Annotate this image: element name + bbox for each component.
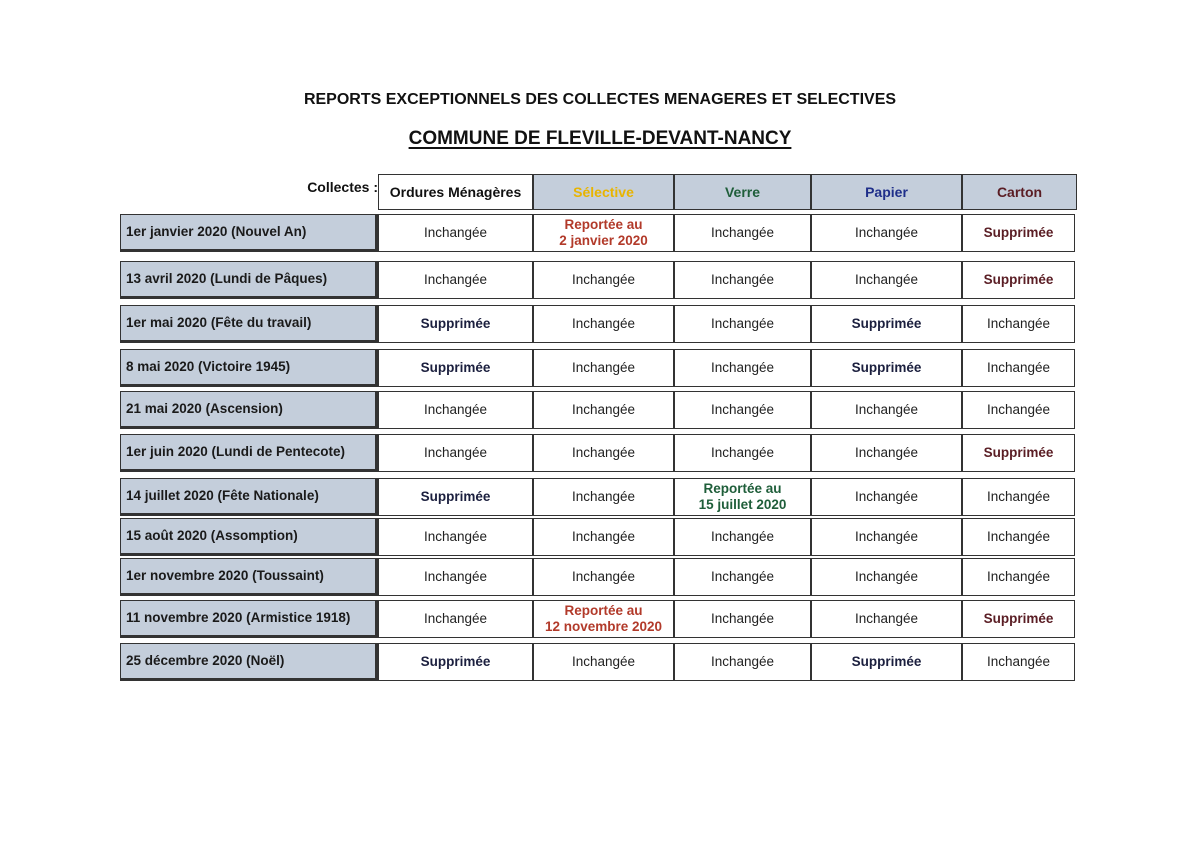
cell-papier bbox=[811, 643, 962, 681]
cell-verre bbox=[674, 305, 811, 343]
cell-ordures bbox=[378, 305, 533, 343]
status-inchangee: Inchangée bbox=[710, 360, 775, 375]
cell-papier bbox=[811, 214, 962, 252]
cell-selective bbox=[533, 643, 674, 681]
row-date-label: 25 décembre 2020 (Noël) bbox=[120, 643, 378, 681]
status-inchangee: Inchangée bbox=[986, 402, 1051, 417]
status-inchangee: Inchangée bbox=[710, 569, 775, 584]
status-supprimee: Supprimée bbox=[983, 611, 1054, 626]
row-date-label: 1er janvier 2020 (Nouvel An) bbox=[120, 214, 378, 252]
cell-papier bbox=[811, 600, 962, 638]
status-inchangee: Inchangée bbox=[854, 402, 919, 417]
cell-carton bbox=[962, 643, 1075, 681]
cell-verre bbox=[674, 643, 811, 681]
cell-verre bbox=[674, 214, 811, 252]
cell-selective bbox=[533, 600, 674, 638]
row-date-label: 1er juin 2020 (Lundi de Pentecote) bbox=[120, 434, 378, 472]
cell-ordures bbox=[378, 391, 533, 429]
cell-selective bbox=[533, 214, 674, 252]
commune-title bbox=[0, 128, 1200, 150]
status-supprimee: Supprimée bbox=[983, 225, 1054, 240]
status-supprimee: Supprimée bbox=[420, 654, 491, 669]
table-row bbox=[120, 558, 1075, 596]
status-supprimee: Supprimée bbox=[851, 360, 922, 375]
cell-verre bbox=[674, 600, 811, 638]
cell-papier bbox=[811, 434, 962, 472]
cell-carton bbox=[962, 305, 1075, 343]
row-date-label: 15 août 2020 (Assomption) bbox=[120, 518, 378, 556]
status-reportee bbox=[559, 217, 648, 249]
status-inchangee: Inchangée bbox=[854, 611, 919, 626]
cell-ordures bbox=[378, 349, 533, 387]
status-inchangee: Inchangée bbox=[710, 402, 775, 417]
status-inchangee: Inchangée bbox=[571, 402, 636, 417]
status-inchangee: Inchangée bbox=[571, 272, 636, 287]
status-supprimee: Supprimée bbox=[851, 654, 922, 669]
table-row bbox=[120, 214, 1075, 252]
status-inchangee: Inchangée bbox=[854, 272, 919, 287]
status-inchangee: Inchangée bbox=[710, 611, 775, 626]
header-selective: Sélective bbox=[533, 174, 674, 210]
status-inchangee: Inchangée bbox=[710, 316, 775, 331]
status-inchangee: Inchangée bbox=[423, 272, 488, 287]
status-inchangee: Inchangée bbox=[710, 272, 775, 287]
cell-selective bbox=[533, 349, 674, 387]
collectes-label: Collectes : bbox=[307, 179, 378, 195]
status-inchangee: Inchangée bbox=[854, 225, 919, 240]
cell-verre bbox=[674, 434, 811, 472]
status-line-2: 2 janvier 2020 bbox=[559, 233, 648, 248]
status-inchangee: Inchangée bbox=[710, 654, 775, 669]
row-date-label: 13 avril 2020 (Lundi de Pâques) bbox=[120, 261, 378, 299]
status-inchangee: Inchangée bbox=[986, 569, 1051, 584]
row-date-label: 14 juillet 2020 (Fête Nationale) bbox=[120, 478, 378, 516]
table-row bbox=[120, 434, 1075, 472]
cell-carton bbox=[962, 434, 1075, 472]
cell-selective bbox=[533, 478, 674, 516]
status-line-1: Reportée au bbox=[703, 481, 782, 496]
status-inchangee: Inchangée bbox=[571, 489, 636, 504]
table-row bbox=[120, 518, 1075, 556]
cell-ordures bbox=[378, 643, 533, 681]
status-inchangee: Inchangée bbox=[854, 569, 919, 584]
cell-ordures bbox=[378, 434, 533, 472]
cell-selective bbox=[533, 434, 674, 472]
cell-carton bbox=[962, 349, 1075, 387]
status-supprimee: Supprimée bbox=[851, 316, 922, 331]
cell-verre bbox=[674, 558, 811, 596]
row-date-label: 1er mai 2020 (Fête du travail) bbox=[120, 305, 378, 343]
status-line-1: Reportée au bbox=[564, 603, 643, 618]
status-inchangee: Inchangée bbox=[854, 489, 919, 504]
table-row bbox=[120, 478, 1075, 516]
status-inchangee: Inchangée bbox=[710, 225, 775, 240]
table-row bbox=[120, 600, 1075, 638]
status-supprimee: Supprimée bbox=[420, 489, 491, 504]
cell-carton bbox=[962, 600, 1075, 638]
table-row bbox=[120, 261, 1075, 299]
table-row bbox=[120, 305, 1075, 343]
cell-papier bbox=[811, 518, 962, 556]
cell-verre bbox=[674, 518, 811, 556]
table-row bbox=[120, 643, 1075, 681]
status-inchangee: Inchangée bbox=[986, 529, 1051, 544]
cell-ordures bbox=[378, 600, 533, 638]
status-supprimee: Supprimée bbox=[983, 272, 1054, 287]
status-inchangee: Inchangée bbox=[986, 654, 1051, 669]
document-title: REPORTS EXCEPTIONNELS DES COLLECTES MENAGERES ET SELECTIVES bbox=[303, 91, 897, 108]
cell-carton bbox=[962, 391, 1075, 429]
cell-selective bbox=[533, 558, 674, 596]
status-reportee bbox=[699, 481, 787, 513]
cell-selective bbox=[533, 391, 674, 429]
cell-papier bbox=[811, 558, 962, 596]
cell-papier bbox=[811, 478, 962, 516]
cell-carton bbox=[962, 478, 1075, 516]
status-inchangee: Inchangée bbox=[423, 445, 488, 460]
cell-carton bbox=[962, 261, 1075, 299]
cell-verre bbox=[674, 261, 811, 299]
cell-carton bbox=[962, 558, 1075, 596]
cell-carton bbox=[962, 214, 1075, 252]
status-inchangee: Inchangée bbox=[710, 445, 775, 460]
status-inchangee: Inchangée bbox=[571, 316, 636, 331]
cell-papier bbox=[811, 391, 962, 429]
status-inchangee: Inchangée bbox=[986, 360, 1051, 375]
cell-selective bbox=[533, 518, 674, 556]
status-inchangee: Inchangée bbox=[571, 569, 636, 584]
status-supprimee: Supprimée bbox=[420, 316, 491, 331]
cell-carton bbox=[962, 518, 1075, 556]
table-row bbox=[120, 391, 1075, 429]
status-inchangee: Inchangée bbox=[423, 529, 488, 544]
cell-papier bbox=[811, 305, 962, 343]
status-inchangee: Inchangée bbox=[423, 225, 488, 240]
status-line-2: 15 juillet 2020 bbox=[698, 497, 787, 512]
status-inchangee: Inchangée bbox=[571, 445, 636, 460]
status-inchangee: Inchangée bbox=[571, 529, 636, 544]
cell-verre bbox=[674, 349, 811, 387]
status-supprimee: Supprimée bbox=[983, 445, 1054, 460]
row-date-label: 1er novembre 2020 (Toussaint) bbox=[120, 558, 378, 596]
status-inchangee: Inchangée bbox=[986, 489, 1051, 504]
cell-verre bbox=[674, 478, 811, 516]
cell-papier bbox=[811, 261, 962, 299]
row-date-label: 8 mai 2020 (Victoire 1945) bbox=[120, 349, 378, 387]
status-inchangee: Inchangée bbox=[571, 360, 636, 375]
status-inchangee: Inchangée bbox=[986, 316, 1051, 331]
status-inchangee: Inchangée bbox=[854, 445, 919, 460]
table-row bbox=[120, 349, 1075, 387]
row-date-label: 21 mai 2020 (Ascension) bbox=[120, 391, 378, 429]
header-verre: Verre bbox=[674, 174, 811, 210]
status-inchangee: Inchangée bbox=[571, 654, 636, 669]
cell-ordures bbox=[378, 518, 533, 556]
status-line-1: Reportée au bbox=[564, 217, 643, 232]
cell-ordures bbox=[378, 478, 533, 516]
header-carton: Carton bbox=[962, 174, 1077, 210]
cell-verre bbox=[674, 391, 811, 429]
status-inchangee: Inchangée bbox=[423, 569, 488, 584]
cell-ordures bbox=[378, 214, 533, 252]
header-ordures: Ordures Ménagères bbox=[378, 174, 533, 210]
cell-ordures bbox=[378, 558, 533, 596]
cell-selective bbox=[533, 261, 674, 299]
cell-ordures bbox=[378, 261, 533, 299]
status-inchangee: Inchangée bbox=[423, 611, 488, 626]
row-date-label: 11 novembre 2020 (Armistice 1918) bbox=[120, 600, 378, 638]
cell-papier bbox=[811, 349, 962, 387]
cell-selective bbox=[533, 305, 674, 343]
commune-title-text: COMMUNE DE FLEVILLE-DEVANT-NANCY bbox=[408, 128, 792, 149]
header-papier: Papier bbox=[811, 174, 962, 210]
status-supprimee: Supprimée bbox=[420, 360, 491, 375]
status-inchangee: Inchangée bbox=[710, 529, 775, 544]
status-inchangee: Inchangée bbox=[854, 529, 919, 544]
status-reportee bbox=[545, 603, 662, 635]
status-inchangee: Inchangée bbox=[423, 402, 488, 417]
status-line-2: 12 novembre 2020 bbox=[544, 619, 663, 634]
